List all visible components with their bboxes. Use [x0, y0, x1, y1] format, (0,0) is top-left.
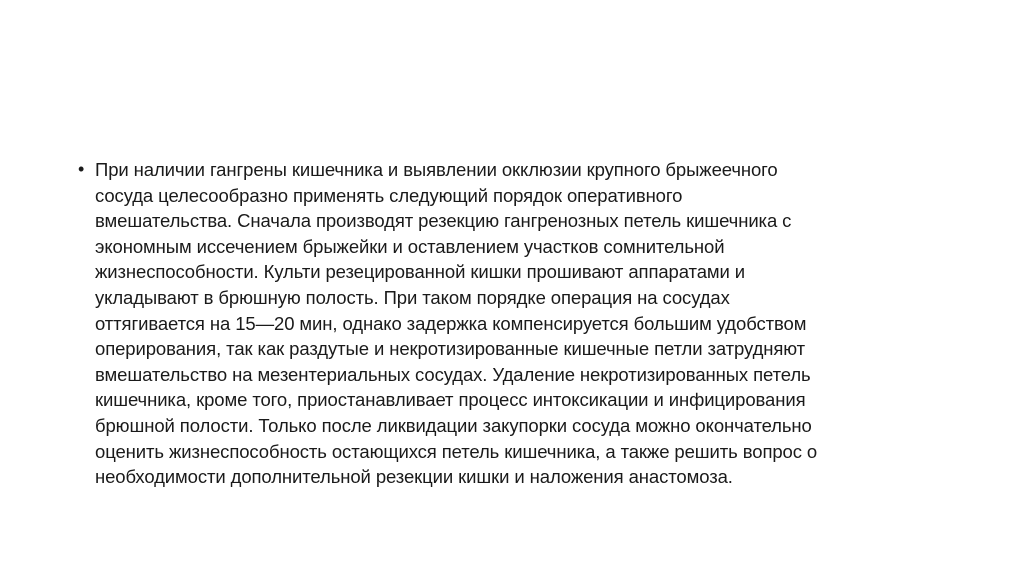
- paragraph-line: экономным иссечением брыжейки и оставлением участков сомнительной: [95, 235, 725, 257]
- paragraph-line: необходимости дополнительной резекции кишки и наложения анастомоза.: [95, 466, 733, 488]
- paragraph-line: кишечника, кроме того, приостанавливает процесс интоксикации и инфицирования: [95, 389, 806, 411]
- paragraph-line: оценить жизнеспособность остающихся петель кишечника, а также решить вопрос о: [95, 440, 818, 462]
- bullet-marker: •: [78, 159, 85, 179]
- paragraph-line: укладывают в брюшную полость. При таком порядке операция на сосудах: [95, 286, 730, 308]
- paragraph-line: При наличии гангрены кишечника и выявлении окклюзии крупного брыжеечного: [95, 159, 778, 180]
- paragraph-line: оттягивается на 15—20 мин, однако задержка компенсируется большим удобством: [95, 312, 807, 334]
- paragraph-line: вмешательство на мезентериальных сосудах. Удаление некротизированных петель: [95, 363, 811, 385]
- paragraph-line: сосуда целесообразно применять следующий порядок оперативного: [95, 184, 683, 206]
- bullet-list: [78, 157, 958, 490]
- paragraph-line: жизнеспособности. Культи резецированной кишки прошивают аппаратами и: [95, 261, 746, 283]
- paragraph-line: вмешательства. Сначала производят резекцию гангренозных петель кишечника с: [95, 210, 792, 232]
- slide-content: [78, 157, 958, 490]
- bullet-item: [78, 157, 958, 490]
- paragraph-line: оперирования, так как раздутые и некротизированные кишечные петли затрудняют: [95, 338, 806, 360]
- paragraph-line: брюшной полости. Только после ликвидации закупорки сосуда можно окончательно: [95, 414, 812, 436]
